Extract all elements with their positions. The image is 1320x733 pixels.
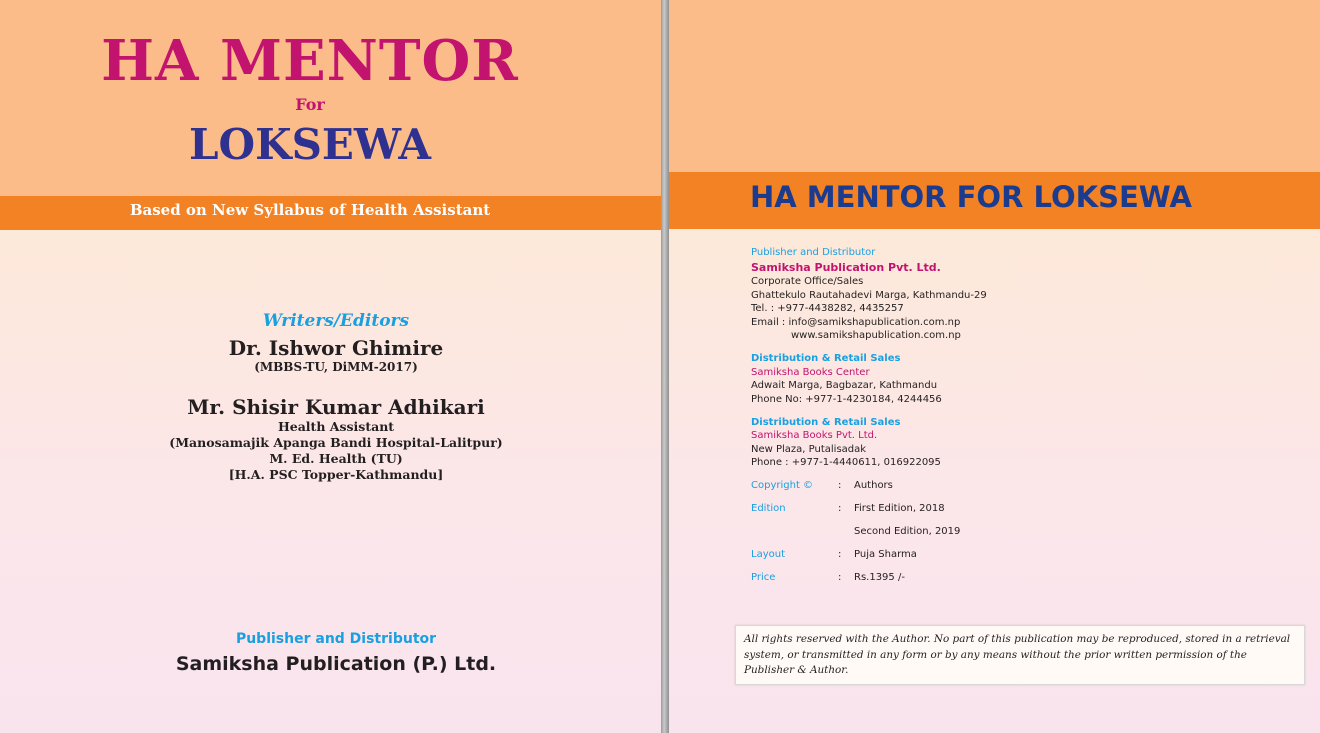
publisher-name: Samiksha Publication (P.) Ltd. — [175, 653, 497, 675]
distribution-line: Phone : +977-1-4440611, 016922095 — [751, 457, 941, 468]
distribution-line: Adwait Marga, Bagbazar, Kathmandu — [751, 380, 938, 391]
layout-value: Puja Sharma — [854, 549, 917, 560]
price-value: Rs.1395 /- — [854, 572, 905, 583]
copyright-value: Authors — [854, 480, 893, 491]
copyright-label: Copyright © — [751, 480, 814, 491]
writer1-qualifications: (MBBS-TU, DiMM-2017) — [254, 360, 418, 374]
publisher-line: Tel. : +977-4438282, 4435257 — [751, 303, 904, 314]
book-title-line1: HA MENTOR — [101, 28, 519, 94]
edition-label: Edition — [751, 503, 786, 514]
book-title-for: For — [295, 95, 325, 114]
rights-notice: All rights reserved with the Author. No part of this publication may be reproduced, stored in a retrieval system, or transmitted in any form or by any means without the prior written permission of the Publisher & Author. — [735, 625, 1305, 685]
writer1-name: Dr. Ishwor Ghimire — [228, 336, 444, 360]
info-separator: : — [838, 480, 842, 491]
writer2-detail: Health Assistant — [277, 419, 395, 434]
price-label: Price — [751, 572, 776, 583]
distribution-line: New Plaza, Putalisadak — [751, 444, 867, 455]
writer2-detail: M. Ed. Health (TU) — [269, 451, 403, 466]
book-gutter — [661, 0, 669, 733]
writer2-detail: [H.A. PSC Topper-Kathmandu] — [228, 467, 444, 482]
distribution-name: Samiksha Books Center — [751, 367, 870, 378]
publisher-name: Samiksha Publication Pvt. Ltd. — [751, 261, 941, 274]
distribution-label: Distribution & Retail Sales — [751, 353, 901, 364]
distribution-label: Distribution & Retail Sales — [751, 417, 901, 428]
publisher-line: Ghattekulo Rautahadevi Marga, Kathmandu-29 — [751, 290, 987, 301]
writer2-detail: (Manosamajik Apanga Bandi Hospital-Lalitpur) — [169, 435, 503, 450]
info-separator: : — [838, 549, 842, 560]
book-title-line2: LOKSEWA — [188, 120, 432, 169]
edition-value: First Edition, 2018 — [854, 503, 945, 514]
right-page — [669, 0, 1320, 733]
writer2-name: Mr. Shisir Kumar Adhikari — [187, 395, 485, 419]
writers-label: Writers/Editors — [262, 311, 410, 331]
publisher-line: www.samikshapublication.com.np — [791, 330, 961, 341]
imprint-title: HA MENTOR FOR LOKSEWA — [750, 180, 1192, 214]
publisher-label: Publisher and Distributor — [235, 631, 437, 647]
info-separator: : — [838, 503, 842, 514]
info-separator: : — [838, 572, 842, 583]
distribution-name: Samiksha Books Pvt. Ltd. — [751, 430, 878, 441]
syllabus-subtitle: Based on New Syllabus of Health Assistant — [129, 201, 491, 219]
distribution-line: Phone No: +977-1-4230184, 4244456 — [751, 394, 942, 405]
header-block — [669, 0, 1320, 172]
publisher-line: Email : info@samikshapublication.com.np — [751, 317, 961, 328]
publisher-line: Corporate Office/Sales — [751, 276, 864, 287]
publisher-label: Publisher and Distributor — [751, 247, 876, 258]
layout-label: Layout — [751, 549, 785, 560]
edition-value: Second Edition, 2019 — [854, 526, 961, 537]
